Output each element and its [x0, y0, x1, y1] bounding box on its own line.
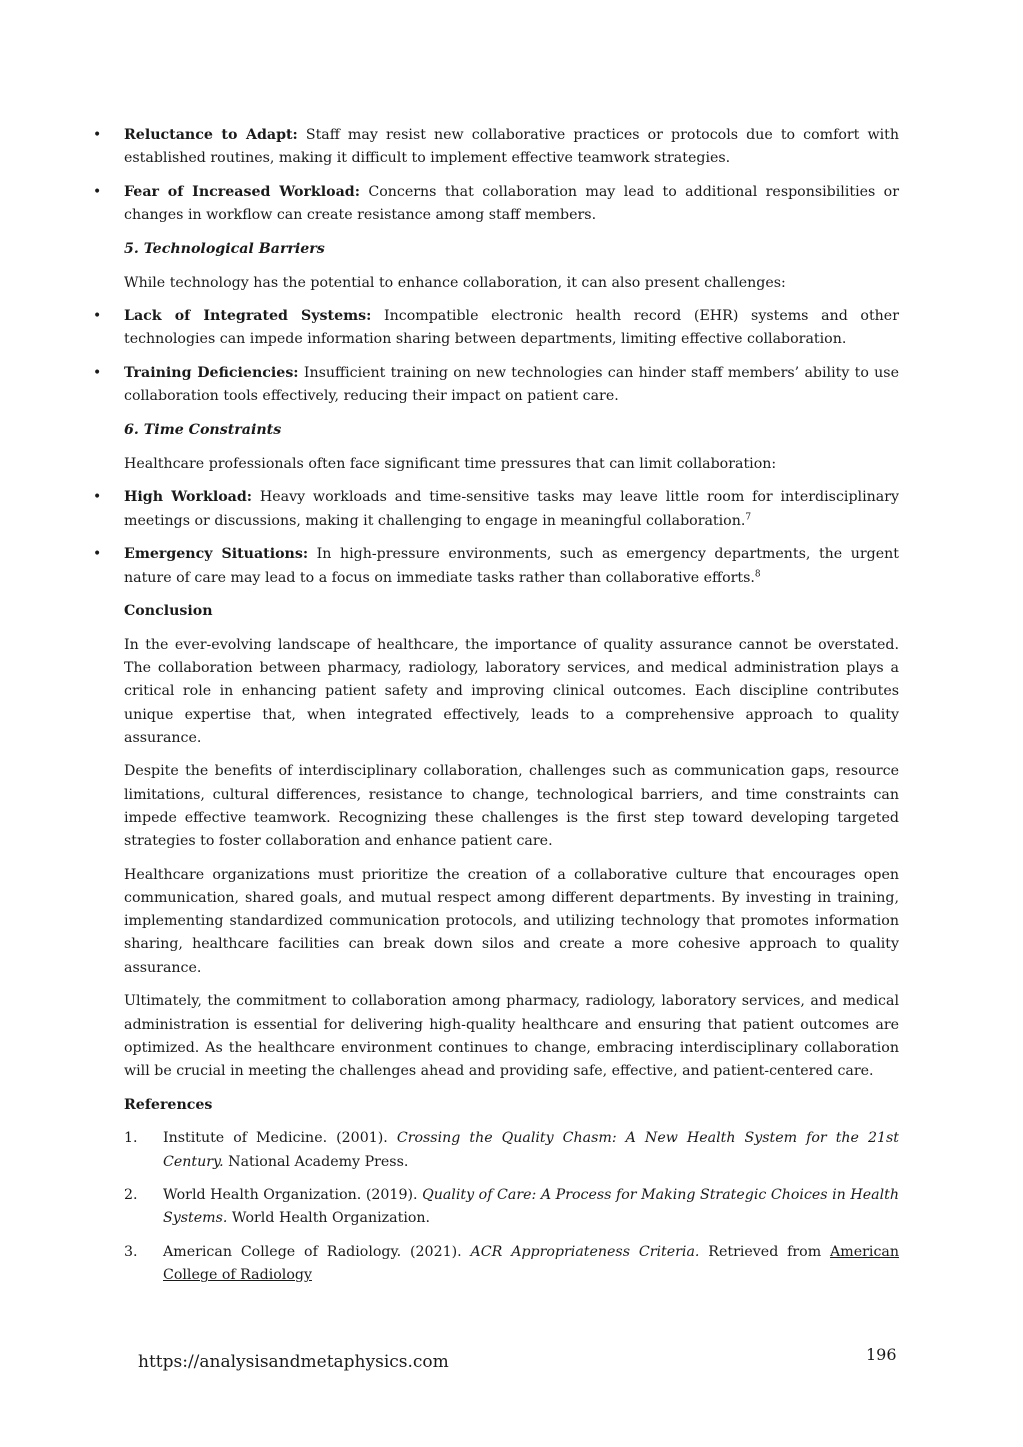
reference-publisher: World Health Organization.: [227, 1210, 431, 1227]
bullet-item: [93, 181, 899, 227]
bullet-text: Staff may resist new collaborative practices or protocols due to comfort with established routines, making it difficult to implement effective teamwork strategies.: [124, 127, 899, 167]
footer-url: https://analysisandmetaphysics.com: [138, 1352, 449, 1372]
bullet-item: [93, 362, 899, 408]
bullet-term: Emergency Situations:: [124, 546, 309, 563]
bullet-term: High Workload:: [124, 489, 253, 506]
reference-link[interactable]: American College of Radiology: [163, 1244, 900, 1284]
conclusion-paragraph: Ultimately, the commitment to collaboration among pharmacy, radiology, laboratory services, and medical administration is essential for delivering high-quality healthcare and ensuring that patient outcomes are optimized. As the healthcare environment continues to change, embracing interdisciplinary collaboration will be crucial in meeting the challenges ahead and providing safe, effective, and patient-centered care.: [124, 993, 899, 1079]
reference-title: Crossing the Quality Chasm: A New Health System for the 21st Century.: [163, 1130, 899, 1170]
reference-number: 2.: [124, 1187, 138, 1204]
bullet-term: Reluctance to Adapt:: [124, 127, 298, 143]
reference-number: 1.: [124, 1130, 138, 1147]
bullet-term: Training Deficiencies:: [124, 365, 299, 382]
page-number: 196: [866, 1345, 897, 1364]
references-heading: References: [124, 1096, 213, 1113]
bullet-text: Heavy workloads and time-sensitive tasks may leave little room for interdisciplinary meetings or discussions, making it challenging to engage in meaningful collaboration.: [124, 489, 899, 529]
bullet-text: In high-pressure environments, such as emergency departments, the urgent nature of care may lead to a focus on immediate tasks rather than collaborative efforts.: [124, 546, 899, 586]
reference-author: American College of Radiology. (2021).: [163, 1244, 471, 1261]
section-intro: While technology has the potential to enhance collaboration, it can also present challenges:: [124, 274, 786, 291]
section-heading: 5. Technological Barriers: [124, 240, 325, 257]
reference-item: [124, 1184, 899, 1230]
page-content: [93, 124, 900, 1298]
conclusion-paragraph: Despite the benefits of interdisciplinary collaboration, challenges such as communication gaps, resource limitations, cultural differences, resistance to change, technological barriers, and time constraints can impede effective teamwork. Recognizing these challenges is the first step toward developing targeted strategies to foster collaboration and enhance patient care.: [124, 763, 899, 850]
bullet-dot: •: [93, 127, 102, 143]
reference-author: World Health Organization. (2019).: [163, 1187, 423, 1204]
section-heading: 6. Time Constraints: [124, 422, 282, 439]
bullet-item: [93, 486, 899, 532]
bullet-text: Concerns that collaboration may lead to additional responsibilities or changes in workflow can create resistance among staff members.: [124, 183, 899, 224]
bullet-item: [93, 543, 899, 589]
conclusion-heading: Conclusion: [124, 603, 213, 620]
reference-publisher: National Academy Press.: [223, 1153, 409, 1170]
reference-number: 3.: [124, 1244, 138, 1261]
reference-retrieved: Retrieved from: [699, 1244, 831, 1261]
bullet-text: Insufficient training on new technologies can hinder staff members’ ability to use collaboration tools effectively, reducing their impact on patient care.: [124, 365, 899, 405]
bullet-dot: •: [93, 308, 102, 325]
bullet-dot: •: [93, 183, 102, 200]
bullet-item: [93, 305, 899, 351]
section-intro: Healthcare professionals often face significant time pressures that can limit collaboration:: [124, 455, 777, 472]
conclusion-paragraph: Healthcare organizations must prioritize the creation of a collaborative culture that encourages open communication, shared goals, and mutual respect among different departments. By investing in training, implementing standardized communication protocols, and utilizing technology that promotes information sharing, healthcare facilities can break down silos and create a more cohesive approach to quality assurance.: [124, 866, 899, 976]
reference-title: Quality of Care: A Process for Making Strategic Choices in Health Systems.: [163, 1187, 899, 1227]
bullet-dot: •: [93, 546, 102, 563]
bullet-item: [93, 124, 899, 170]
bullet-dot: •: [93, 365, 102, 382]
reference-title: ACR Appropriateness Criteria.: [470, 1244, 700, 1261]
bullet-dot: •: [93, 489, 102, 506]
bullet-term: Lack of Integrated Systems:: [124, 308, 372, 325]
bullet-term: Fear of Increased Workload:: [124, 183, 360, 200]
footnote-marker: 7: [745, 511, 752, 522]
conclusion-paragraph: In the ever-evolving landscape of healthcare, the importance of quality assurance cannot be overstated. The collaboration between pharmacy, radiology, laboratory services, and medical administration plays a critical role in enhancing patient safety and improving clinical outcomes. Each discipline contributes unique expertise that, when integrated effectively, leads to a comprehensive approach to quality assurance.: [124, 636, 899, 746]
footnote-marker: 8: [754, 568, 761, 579]
bullet-text: Incompatible electronic health record (EHR) systems and other technologies can impede information sharing between departments, limiting effective collaboration.: [124, 308, 899, 348]
reference-author: Institute of Medicine. (2001).: [163, 1130, 397, 1147]
reference-item: [124, 1127, 899, 1173]
reference-item: [124, 1241, 899, 1287]
